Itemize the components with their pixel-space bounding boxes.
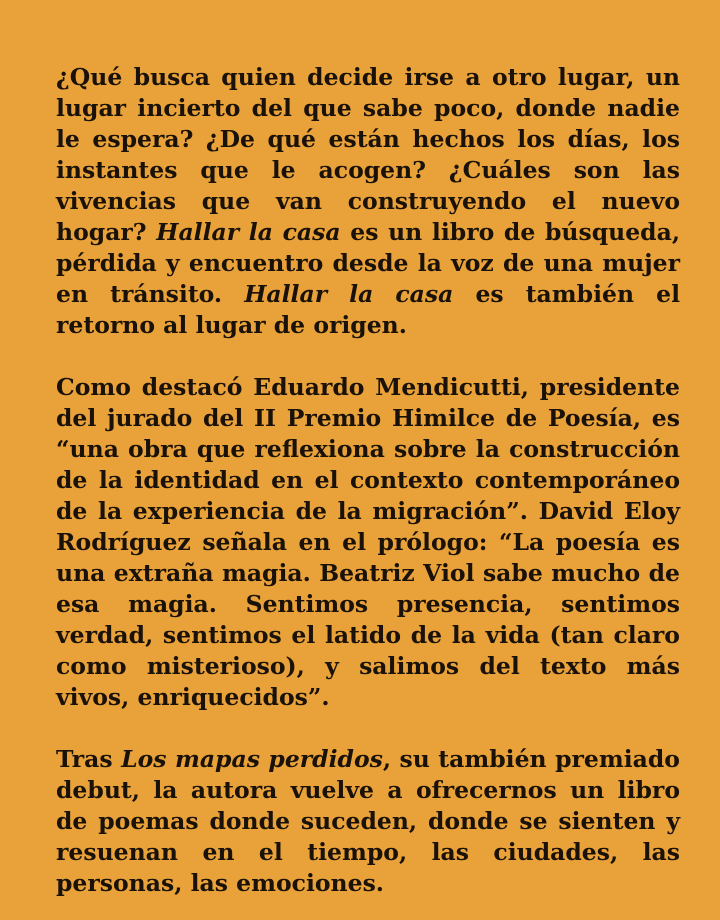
back-cover-text: [56, 62, 680, 899]
text-run: Como destacó Eduardo Mendicutti, presidente del jurado del II Premio Himilce de Poesía, es “una obra que reflexiona sobre la construcción de la identidad en el contexto contemporáneo de la experiencia de la migración”. David Eloy Rodríguez señala en el prólogo: “La poesía es una extraña magia. Beatriz Viol sabe mucho de esa magia. Sentimos presencia, sentimos verdad, sentimos el latido de la vida (tan claro como misterioso), y salimos del texto más vivos, enriquecidos”.: [56, 373, 680, 711]
text-run: Tras: [56, 745, 122, 773]
review-paragraph: [56, 372, 680, 713]
book-title: Hallar la casa: [156, 218, 341, 246]
author-paragraph: [56, 744, 680, 899]
text-run: ¿Qué busca quien decide irse a otro lugar, un lugar incierto del que sabe poco, donde nadie le espera? ¿De qué están hechos los días, los instantes que le acogen? ¿Cuáles son las vivencias que van construyendo el nuevo hogar?: [56, 63, 680, 246]
text-run: , su también premiado debut, la autora vuelve a ofrecernos un libro de poemas donde suceden, donde se sienten y resuenan en el tiempo, las ciudades, las personas, las emociones.: [56, 745, 680, 897]
book-title: Los mapas perdidos: [121, 745, 383, 773]
book-title: Hallar la casa: [244, 280, 454, 308]
synopsis-paragraph: [56, 62, 680, 341]
text-run: es también el retorno al lugar de origen.: [56, 280, 680, 339]
text-run: es un libro de búsqueda, pérdida y encuentro desde la voz de una mujer en tránsito.: [56, 218, 680, 308]
